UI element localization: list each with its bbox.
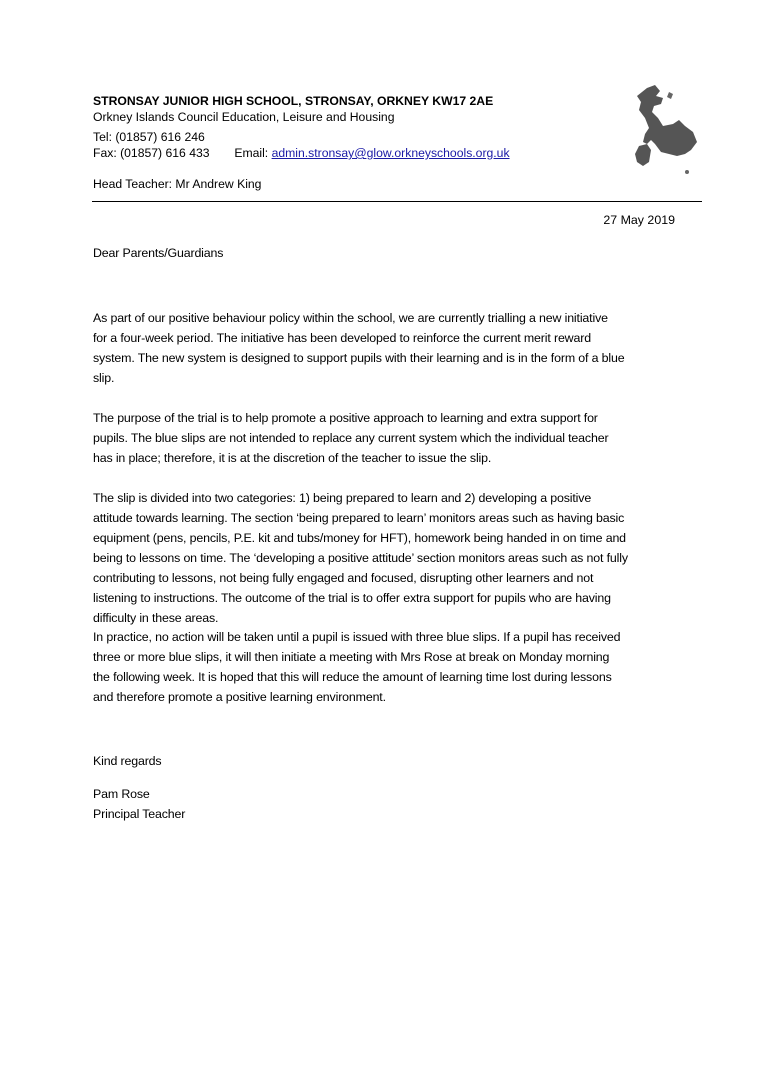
paragraph-line: and therefore promote a positive learning environment. (93, 690, 386, 704)
paragraph-2 (93, 408, 608, 468)
salutation: Dear Parents/Guardians (93, 246, 224, 260)
school-name: STRONSAY JUNIOR HIGH SCHOOL, STRONSAY, ORKNEY KW17 2AE (93, 94, 494, 108)
paragraph-3 (93, 488, 628, 628)
paragraph-line: being to lessons on time. The ‘developing a positive attitude’ section monitors areas such as not fully (93, 551, 628, 565)
council-name: Orkney Islands Council Education, Leisure and Housing (93, 110, 395, 124)
paragraph-line: slip. (93, 371, 115, 385)
telephone: Tel: (01857) 616 246 (93, 130, 205, 144)
paragraph-line: system. The new system is designed to support pupils with their learning and is in the form of a blue (93, 351, 625, 365)
paragraph-4 (93, 627, 620, 707)
paragraph-line: for a four-week period. The initiative has been developed to reinforce the current merit reward (93, 331, 591, 345)
paragraph-line: attitude towards learning. The section ‘being prepared to learn’ monitors areas such as having basic (93, 511, 625, 525)
paragraph-line: has in place; therefore, it is at the discretion of the teacher to issue the slip. (93, 451, 492, 465)
header-divider (92, 201, 702, 202)
paragraph-line: listening to instructions. The outcome of the trial is to offer extra support for pupils who are having (93, 591, 611, 605)
signatory-title: Principal Teacher (93, 807, 186, 821)
paragraph-line: difficulty in these areas. (93, 611, 219, 625)
stronsay-island-map-icon (625, 82, 705, 178)
email-label: Email: (234, 146, 269, 160)
head-teacher: Head Teacher: Mr Andrew King (93, 177, 262, 191)
closing: Kind regards (93, 754, 162, 768)
paragraph-1 (93, 308, 624, 388)
signatory-name: Pam Rose (93, 787, 150, 801)
paragraph-line: three or more blue slips, it will then initiate a meeting with Mrs Rose at break on Monday morning (93, 650, 610, 664)
fax-email-line (93, 146, 510, 161)
paragraph-line: In practice, no action will be taken until a pupil is issued with three blue slips. If a pupil has received (93, 630, 621, 644)
fax: Fax: (01857) 616 433 (93, 146, 210, 160)
letter-date: 27 May 2019 (603, 213, 675, 227)
email-link[interactable]: admin.stronsay@glow.orkneyschools.org.uk (271, 146, 510, 160)
paragraph-line: As part of our positive behaviour policy within the school, we are currently trialling a new initiative (93, 311, 608, 325)
paragraph-line: The slip is divided into two categories: 1) being prepared to learn and 2) developing a positive (93, 491, 592, 505)
paragraph-line: the following week. It is hoped that this will reduce the amount of learning time lost during lessons (93, 670, 612, 684)
paragraph-line: The purpose of the trial is to help promote a positive approach to learning and extra support for (93, 411, 598, 425)
paragraph-line: equipment (pens, pencils, P.E. kit and tubs/money for HFT), homework being handed in on time and (93, 531, 626, 545)
paragraph-line: contributing to lessons, not being fully engaged and focused, disrupting other learners and not (93, 571, 594, 585)
paragraph-line: pupils. The blue slips are not intended to replace any current system which the individual teacher (93, 431, 609, 445)
